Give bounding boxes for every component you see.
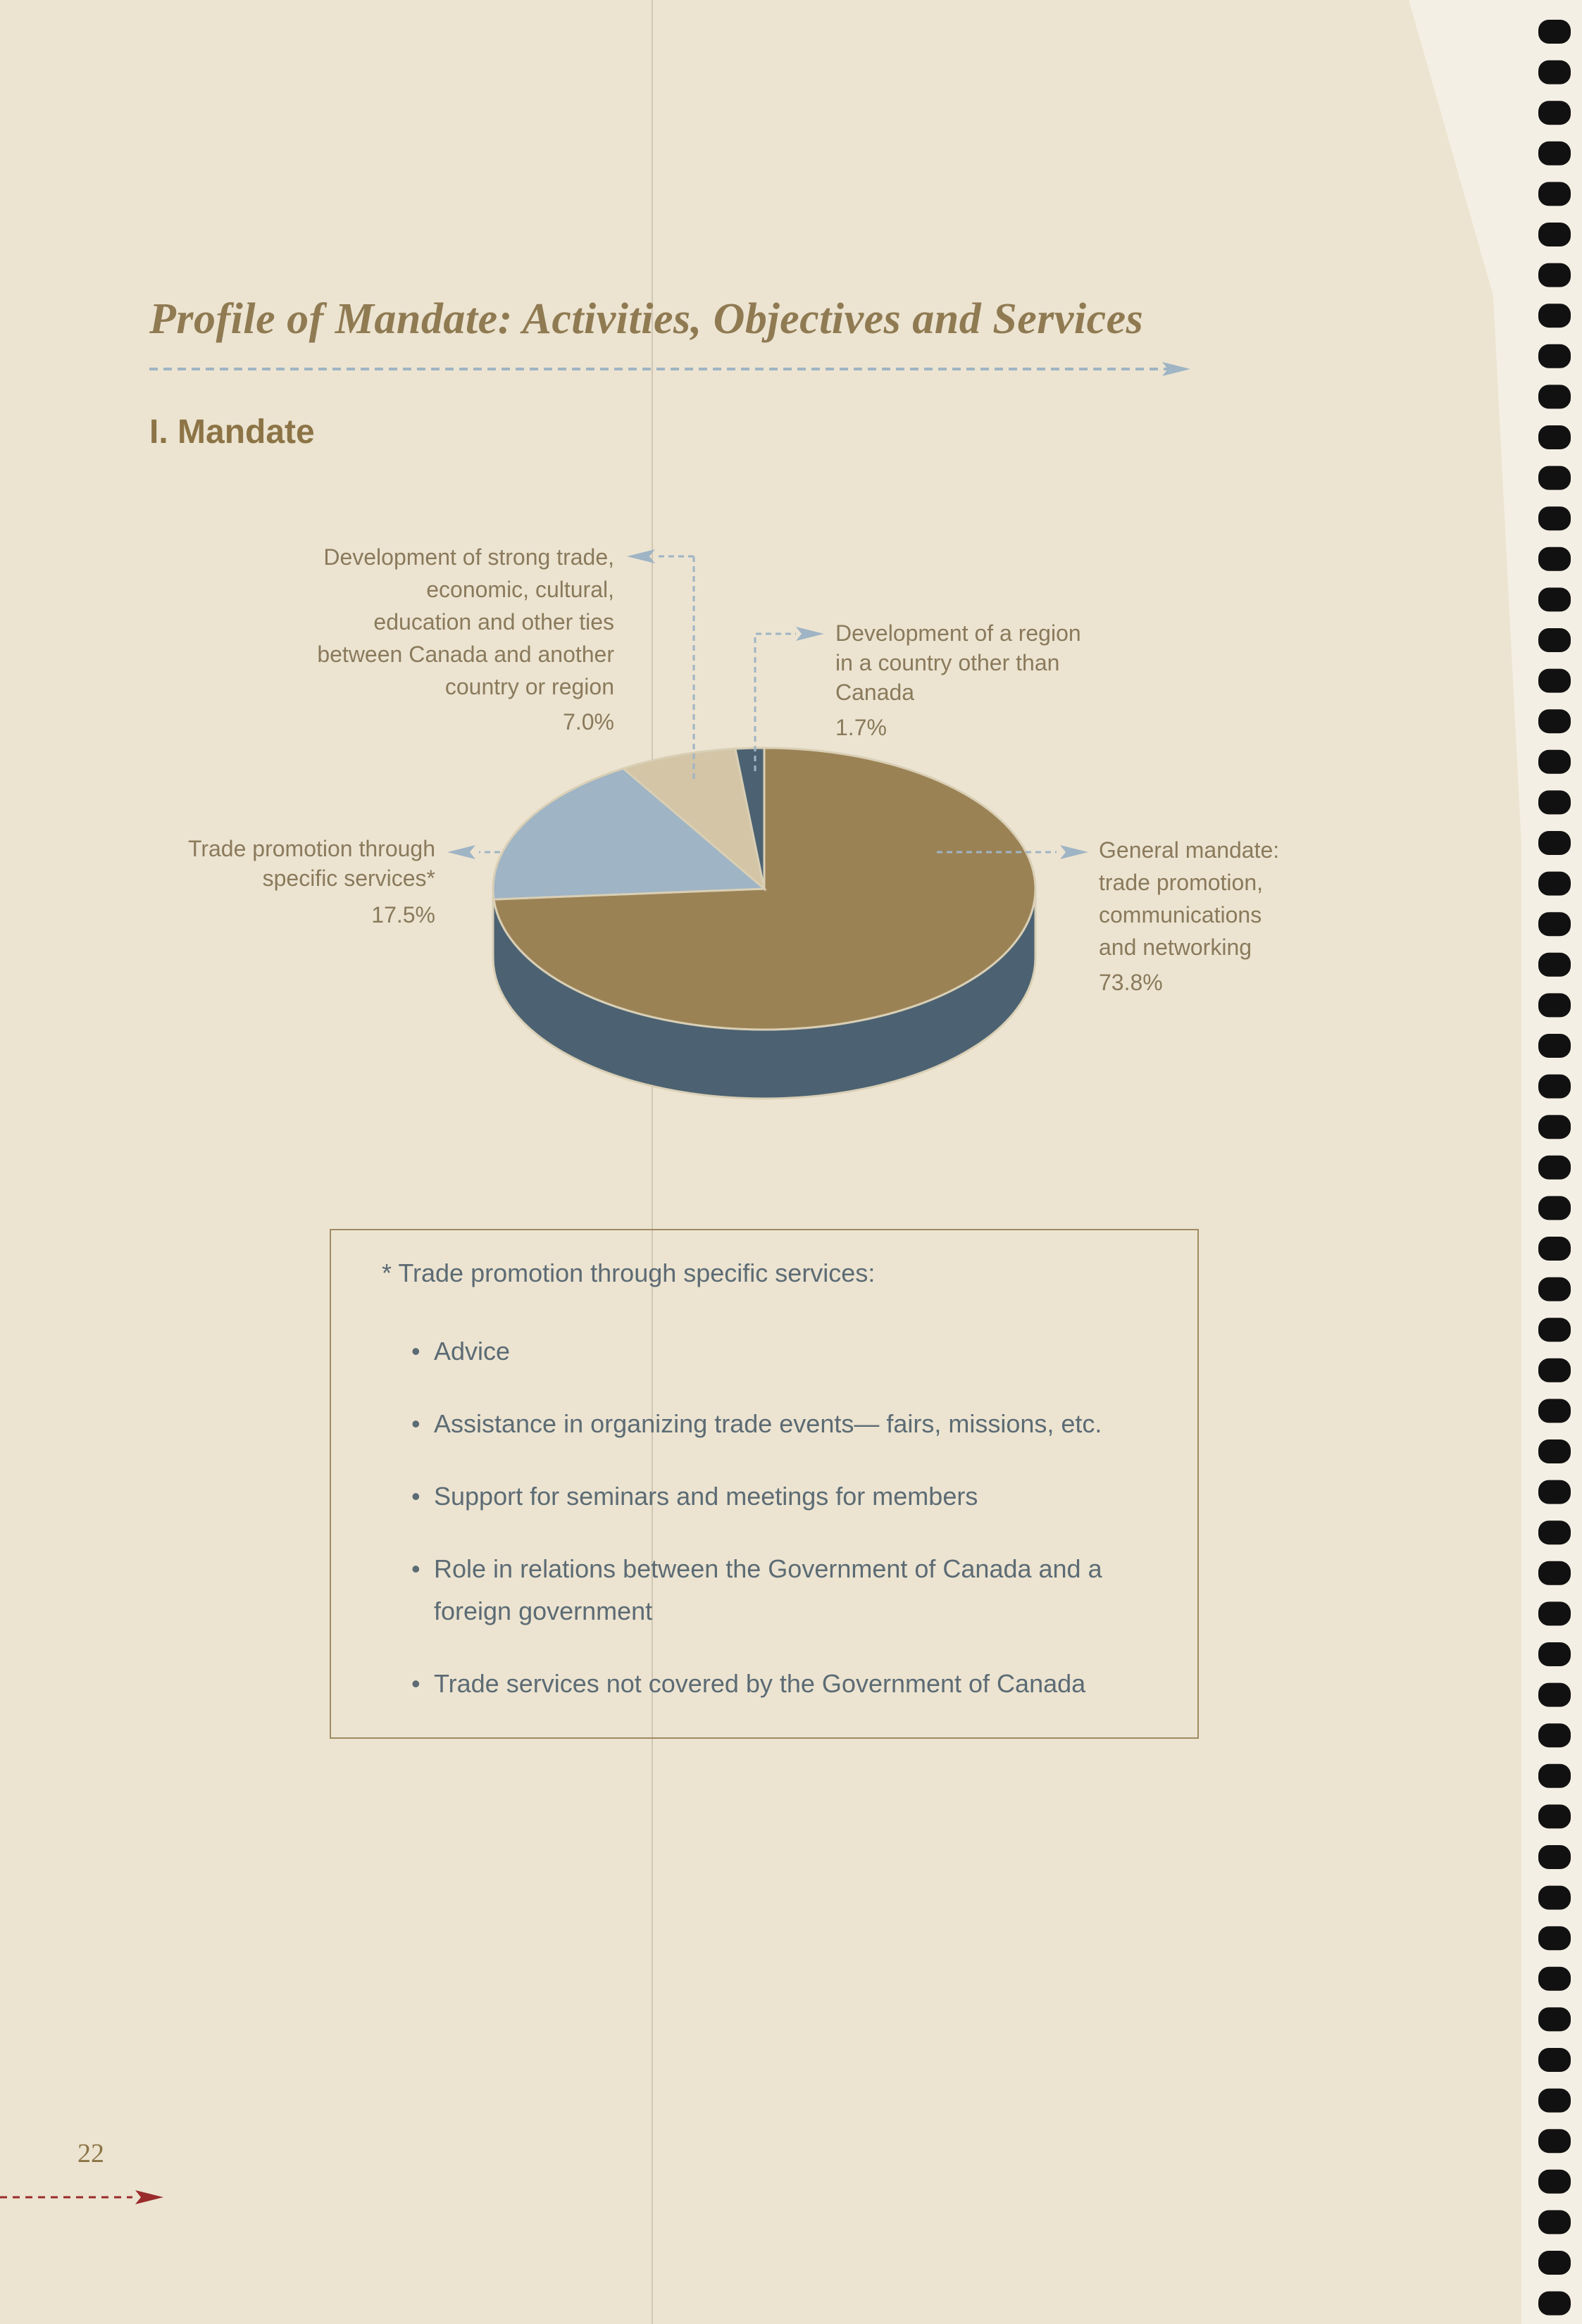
footnote-item-text: Advice	[434, 1337, 511, 1366]
page-title: Profile of Mandate: Activities, Objectives and Services	[149, 295, 1144, 343]
footnote-list	[411, 1330, 1158, 1735]
arrow-general-icon	[1060, 845, 1088, 859]
slice-value-specific: 17.5%	[371, 902, 435, 927]
bullet-icon: •	[411, 1337, 421, 1366]
footnote-box	[330, 1229, 1199, 1739]
footnote-item	[411, 1663, 1158, 1705]
footnote-item-text: Support for seminars and meetings for members	[434, 1482, 978, 1511]
page-number: 22	[77, 2139, 104, 2168]
slice-label-specific-text: Trade promotion through specific services*	[187, 836, 435, 891]
arrow-ties-icon	[627, 549, 655, 563]
bullet-icon: •	[411, 1482, 421, 1511]
slice-label-region-text: Development of a region in a country other than Canada	[835, 620, 1081, 705]
bullet-icon: •	[411, 1409, 421, 1438]
slice-label-ties	[268, 541, 614, 738]
section-heading: I. Mandate	[149, 413, 315, 451]
arrow-specific-icon	[447, 845, 475, 859]
slice-label-specific	[134, 834, 435, 930]
footnote-item	[411, 1403, 1158, 1445]
footnote-item-text: Role in relations between the Government of Canada and a foreign government	[434, 1554, 1102, 1625]
slice-label-ties-text: Development of strong trade, economic, cultural, education and other ties between Canada and another country or region	[317, 544, 614, 699]
slice-value-ties: 7.0%	[563, 709, 614, 735]
pie-top-face	[493, 748, 1035, 1030]
arrow-region-icon	[796, 627, 824, 641]
footnote-item-text: Trade services not covered by the Government of Canada	[434, 1669, 1086, 1698]
slice-label-general-text: General mandate: trade promotion, communications and networking	[1099, 837, 1280, 960]
slice-value-region: 1.7%	[835, 715, 887, 740]
slice-label-region	[835, 618, 1131, 742]
footnote-item-text: Assistance in organizing trade events— fairs, missions, etc.	[434, 1409, 1102, 1438]
slice-value-general: 73.8%	[1099, 970, 1163, 995]
slice-label-general	[1099, 834, 1338, 999]
footnote-item	[411, 1548, 1158, 1632]
bullet-icon: •	[411, 1669, 421, 1698]
bullet-icon: •	[411, 1554, 421, 1583]
footnote-item	[411, 1475, 1158, 1518]
footnote-item	[411, 1330, 1158, 1373]
footnote-heading: * Trade promotion through specific services:	[382, 1258, 876, 1287]
